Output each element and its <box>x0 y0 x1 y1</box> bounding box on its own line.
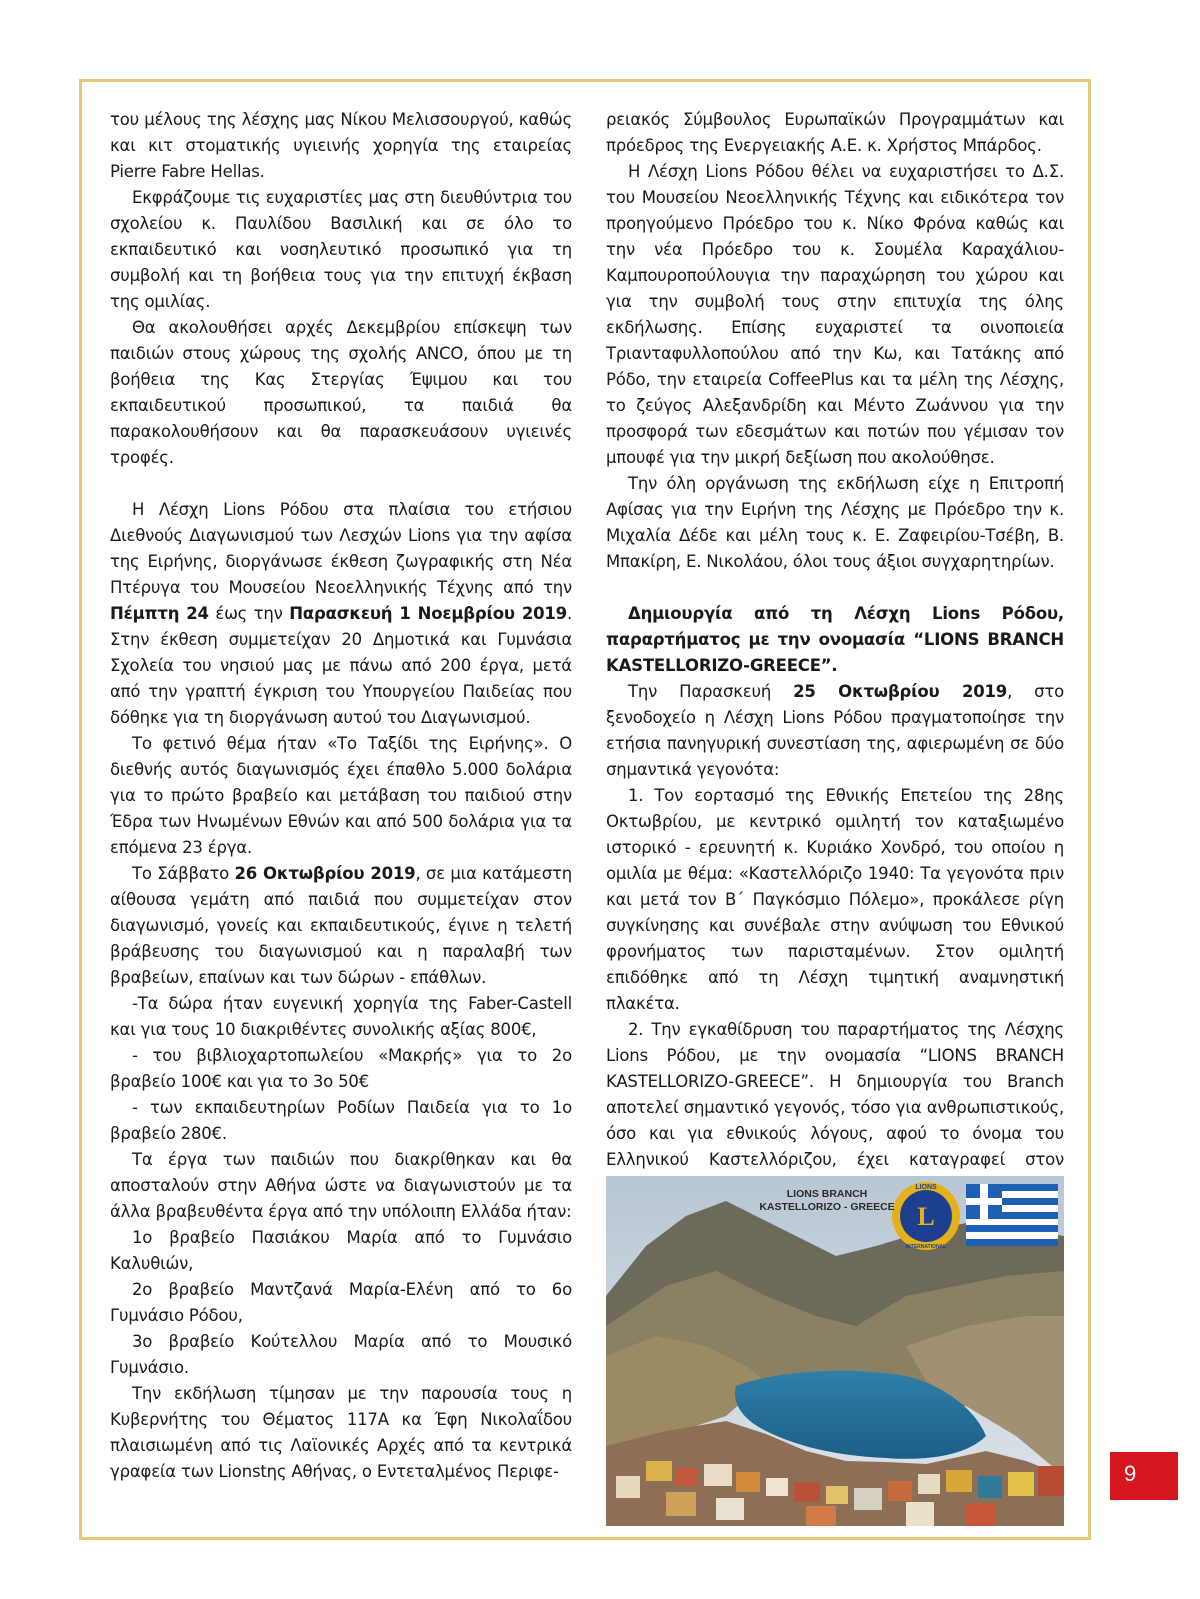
paragraph <box>110 1329 572 1381</box>
text-run: Η Λέσχη Lions Ρόδου στα πλαίσια του ετήσιου Διεθνούς Διαγωνισμού των Λεσχών Lions για την αφίσα της Ειρήνης, διοργάνωσε έκθεση ζωγραφικής στη Νέα Πτέρυγα του Μουσείου Νεοελληνικής Τέχνης από την <box>110 500 572 597</box>
text-run: - του βιβλιοχαρτοπωλείου «Μακρής» για το 2ο βραβείο 100€ και για το 3ο 50€ <box>110 1046 572 1091</box>
paragraph <box>110 1225 572 1277</box>
paragraph <box>606 107 1064 159</box>
text-run: Θα ακολουθήσει αρχές Δεκεμβρίου επίσκεψη των παιδιών στους χώρους της σχολής ANCO, όπου με τη βοήθεια της Κας Στεργίας Έψιμου και του εκπαιδευτικού προσωπικού, τα παιδιά θα παρακολουθήσουν και θα παρασκευάσουν υγιεινές τροφές. <box>110 318 572 467</box>
paragraph <box>606 783 1064 1017</box>
paragraph <box>110 1095 572 1147</box>
paragraph <box>110 1381 572 1485</box>
text-run: , στο ξενοδοχείο η Λέσχη Lions Ρόδου πραγματοποίησε την ετήσια πανηγυρική συνεστίαση της, αφιερωμένη σε δύο σημαντικά γεγονότα: <box>606 682 1065 779</box>
bold-text: 25 Οκτωβρίου 2019 <box>793 682 1008 701</box>
text-run: Δημιουργία από τη Λέσχη Lions Ρόδου, παραρτήματος με την ονομασία “LIONS BRANCH KASTELLORIZO-GREECE”. <box>606 604 1064 675</box>
svg-text:L: L <box>917 1202 935 1231</box>
text-run: Τα έργα των παιδιών που διακρίθηκαν και θα αποσταλούν στην Αθήνα ώστε να διαγωνιστούν με τα άλλα βραβευθέντα έργα από την υπόλοιπη Ελλάδα ήταν: <box>110 1150 572 1221</box>
text-run: έως την <box>208 604 290 623</box>
caption-line: LIONS BRANCH <box>786 1188 868 1200</box>
paragraph <box>606 159 1064 471</box>
text-run: , σε μια κατάμεστη αίθουσα γεμάτη από παιδιά που συμμετείχαν στον διαγωνισμό, γονείς και εκπαιδευτικούς, έγινε η τελετή βράβευσης του διαγωνισμού και η παραλαβή των βραβείων, επαίνων και των δώρων - επάθλων. <box>110 864 573 987</box>
photo-caption <box>742 1188 912 1214</box>
paragraph <box>606 679 1064 783</box>
paragraph <box>110 1043 572 1095</box>
svg-text:LIONS: LIONS <box>915 1184 937 1191</box>
text-run: ρειακός Σύμβουλος Ευρωπαϊκών Προγραμμάτων και πρόεδρος της Ενεργειακής Α.Ε. κ. Χρήστος Μπάρδος. <box>606 110 1064 155</box>
right-text-column <box>606 107 1064 1199</box>
text-run: 2. Την εγκαθίδρυση του παραρτήματος της Λέσχης Lions Ρόδου, με την ονομασία “LIONS BRANCH KASTELLORIZO-GREECE”. Η δημιουργία του Branch αποτελεί σημαντικό γεγονός, τόσο για ανθρωπιστικούς, όσο και για εθνικούς λόγους, αφού το όνομα του Ελληνικού Καστελλόριζου, έχει καταγραφεί στον <box>606 1020 1064 1169</box>
paragraph <box>110 315 572 471</box>
paragraph <box>110 107 572 185</box>
text-run: Την Παρασκευή <box>628 682 794 701</box>
paragraph <box>110 991 572 1043</box>
paragraph <box>110 1147 572 1225</box>
paragraph <box>110 861 572 991</box>
caption-line: KASTELLORIZO - GREECE <box>759 1201 895 1213</box>
text-run: 2ο βραβείο Μαντζανά Μαρία-Ελένη από το 6ο Γυμνάσιο Ρόδου, <box>110 1280 572 1325</box>
text-run: Εκφράζουμε τις ευχαριστίες μας στη διευθύντρια του σχολείου κ. Παυλίδου Βασιλική και σε όλο το εκπαιδευτικό και νοσηλευτικό προσωπικό για τη συμβολή και τη βοήθεια τους για την επιτυχή έκβαση της ομιλίας. <box>110 188 572 311</box>
text-run: . Στην έκθεση συμμετείχαν 20 Δημοτικά και Γυμνάσια Σχολεία του νησιού μας με πάνω από 200 έργα, μετά από την γραπτή έγκριση του Υπουργείου Παιδείας που δόθηκε για τη διοργάνωση αυτού του Διαγωνισμού. <box>110 604 573 727</box>
text-run: Την όλη οργάνωση της εκδήλωση είχε η Επιτροπή Αφίσας για την Ειρήνη της Λέσχης με Πρόεδρο την κ. Μιχαλία Δέδε και μέλη τους κ. Ε. Ζαφειρίου-Τσέβη, Β. Μπακίρη, Ε. Νικολάου, όλοι τους άξιοι συγχαρητηρίων. <box>606 474 1064 571</box>
paragraph <box>110 731 572 861</box>
paragraph <box>606 1017 1064 1199</box>
text-run: - των εκπαιδευτηρίων Ροδίων Παιδεία για το 1ο βραβείο 280€. <box>110 1098 572 1143</box>
text-run: 3ο βραβείο Κούτελλου Μαρία από το Μουσικό Γυμνάσιο. <box>110 1332 572 1377</box>
bold-text: 26 Οκτωβρίου 2019 <box>234 864 416 883</box>
text-run: Την εκδήλωση τίμησαν με την παρουσία τους η Κυβερνήτης του Θέματος 117Α κα Έφη Νικολαΐδου πλαισιωμένη από τις Λαϊονικές Αρχές από τα κεντρικά γραφεία των Lionstης Αθήνας, ο Εντεταλμένος Περιφε- <box>110 1384 572 1481</box>
paragraph <box>606 471 1064 575</box>
svg-text:INTERNATIONAL: INTERNATIONAL <box>905 1244 947 1250</box>
text-run: Η Λέσχη Lions Ρόδου θέλει να ευχαριστήσει το Δ.Σ. του Μουσείου Νεοελληνικής Τέχνης και ειδικότερα τον προηγούμενο Πρόεδρο του κ. Νίκο Φρόνα καθώς και την νέα Πρόεδρο του κ. Σουμέλα Καραχάλιου-Καμπουροπούλουγια την παραχώρηση του χώρου και για την συμβολή τους στην επιτυχία της όλης εκδήλωσης. Επίσης ευχαριστεί τα οινοποιεία Τριανταφυλλοπούλου από την Κω, και Τατάκης από Ρόδο, την εταιρεία CoffeePlus και τα μέλη της Λέσχης, το ζεύγος Αλεξανδρίδη και Μέντο Ζωάννου για την προσφορά των εδεσμάτων και ποτών που γέμισαν τον μπουφέ για την μικρή δεξίωση που ακολούθησε. <box>606 162 1064 467</box>
text-run: του μέλους της λέσχης μας Νίκου Μελισσουργού, καθώς και κιτ στοματικής υγιεινής χορηγία της εταιρείας Pierre Fabre Hellas. <box>110 110 572 181</box>
paragraph <box>110 497 572 731</box>
section-heading <box>606 601 1064 679</box>
paragraph <box>110 1277 572 1329</box>
page-number: 9 <box>1124 1461 1137 1486</box>
page-number-tab <box>1110 1452 1178 1500</box>
text-run: Το φετινό θέμα ήταν «Το Ταξίδι της Ειρήνης». Ο διεθνής αυτός διαγωνισμός έχει έπαθλο 5.000 δολάρια για το πρώτο βραβείο και μετάβαση του παιδιού στην Έδρα των Ηνωμένων Εθνών και από 500 δολάρια για τα επόμενα 23 έργα. <box>110 734 572 857</box>
text-run: 1. Τον εορτασμό της Εθνικής Επετείου της 28ης Οκτωβρίου, με κεντρικό ομιλητή τον καταξιωμένο ιστορικό - ερευνητή κ. Κυριάκο Χονδρό, του οποίου η ομιλία με θέμα: «Καστελλόριζο 1940: Τα γεγονότα πριν και μετά τον Β΄ Παγκόσμιο Πόλεμο», προκάλεσε ρίγη συγκίνησης και συνέβαλε στην ανύψωση του Εθνικού φρονήματος των παρισταμένων. Στον ομιλητή επιδόθηκε από τη Λέσχη τιμητική αναμνηστική πλακέτα. <box>606 786 1064 1013</box>
harbour-landscape <box>606 1176 1064 1526</box>
text-run: 1ο βραβείο Πασιάκου Μαρία από το Γυμνάσιο Καλυθιών, <box>110 1228 572 1273</box>
greek-flag-icon <box>966 1184 1058 1246</box>
bold-text: Πέμπτη 24 <box>110 604 209 623</box>
bold-text: Παρασκευή 1 Νοεμβρίου 2019 <box>289 604 567 623</box>
left-text-column <box>110 107 572 1485</box>
kastellorizo-photo <box>606 1176 1064 1526</box>
text-run: -Τα δώρα ήταν ευγενική χορηγία της Faber-Castell και για τους 10 διακριθέντες συνολικής αξίας 800€, <box>110 994 572 1039</box>
paragraph <box>110 185 572 315</box>
text-run: Το Σάββατο <box>132 864 235 883</box>
